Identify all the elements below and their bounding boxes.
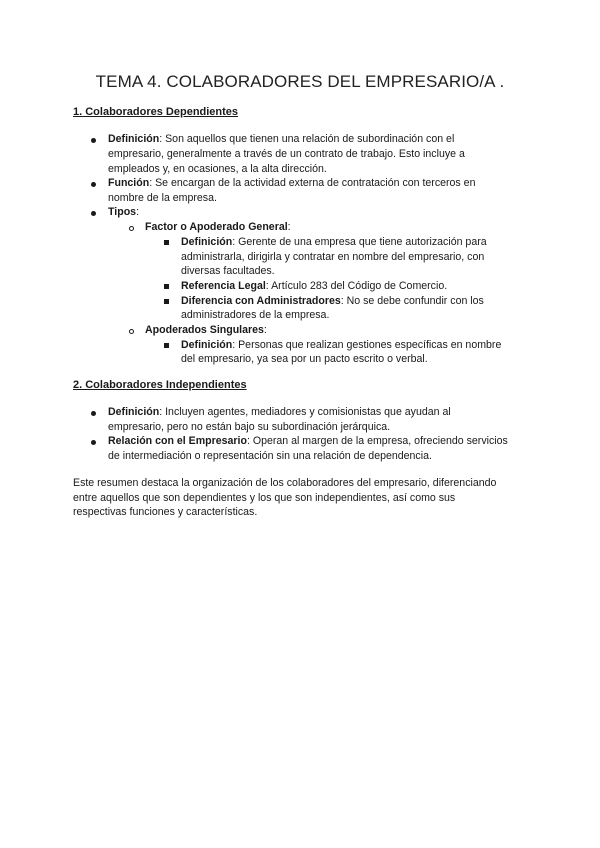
funcion-line-1: Función: Se encargan de la actividad externa de contratación con terceros en — [108, 177, 476, 189]
bullet-square-icon — [164, 299, 169, 304]
factor-referencia-line-1: Referencia Legal: Artículo 283 del Código de Comercio. — [181, 280, 448, 292]
factor-definicion-line-1: Definición: Gerente de una empresa que tiene autorización para — [181, 236, 487, 248]
document-title: TEMA 4. COLABORADORES DEL EMPRESARIO/A . — [95, 72, 505, 91]
independientes-definicion-line-2: empresario, pero no están bajo su subordinación jerárquica. — [108, 421, 391, 433]
summary-line-2: entre aquellos que son dependientes y los que son independientes, así como sus — [73, 492, 456, 504]
bullet-disc-icon — [91, 440, 96, 445]
bullet-circle-icon — [129, 329, 134, 334]
bullet-disc-icon — [91, 138, 96, 143]
relacion-line-1: Relación con el Empresario: Operan al margen de la empresa, ofreciendo servicios — [108, 435, 508, 447]
factor-label: Factor o Apoderado General: — [145, 221, 291, 233]
funcion-line-2: nombre de la empresa. — [108, 192, 217, 204]
relacion-line-2: de intermediación o representación sin una relación de dependencia. — [108, 450, 432, 462]
definicion-line-2: empresario, generalmente a través de un contrato de trabajo. Esto incluye a — [108, 148, 465, 160]
summary-line-3: respectivas funciones y características. — [73, 506, 258, 518]
definicion-line-1: Definición: Son aquellos que tienen una relación de subordinación con el — [108, 133, 455, 145]
singulares-definicion-line-2: del empresario, ya sea por un pacto escrito o verbal. — [181, 353, 428, 365]
bullet-disc-icon — [91, 182, 96, 187]
bullet-circle-icon — [129, 226, 134, 231]
factor-definicion-line-2: administrarla, dirigirla y contratar en nombre del empresario, con — [181, 251, 485, 263]
summary-line-1: Este resumen destaca la organización de los colaboradores del empresario, diferenciando — [73, 477, 497, 489]
bullet-square-icon — [164, 343, 169, 348]
independientes-definicion-line-1: Definición: Incluyen agentes, mediadores y comisionistas que ayudan al — [108, 406, 451, 418]
factor-diferencia-line-1: Diferencia con Administradores: No se debe confundir con los — [181, 295, 484, 307]
bullet-disc-icon — [91, 211, 96, 216]
bullet-square-icon — [164, 284, 169, 289]
tipos-label: Tipos: — [108, 206, 140, 218]
singulares-label: Apoderados Singulares: — [145, 324, 267, 336]
definicion-line-3: empleados y, en ocasiones, a la alta dirección. — [108, 163, 327, 175]
singulares-definicion-line-1: Definición: Personas que realizan gestiones específicas en nombre — [181, 339, 502, 351]
factor-definicion-line-3: diversas facultades. — [181, 265, 275, 277]
section-heading-dependientes: 1. Colaboradores Dependientes — [73, 106, 239, 118]
bullet-square-icon — [164, 240, 169, 245]
section-heading-independientes: 2. Colaboradores Independientes — [73, 379, 247, 391]
factor-diferencia-line-2: administradores de la empresa. — [181, 309, 330, 321]
bullet-disc-icon — [91, 411, 96, 416]
